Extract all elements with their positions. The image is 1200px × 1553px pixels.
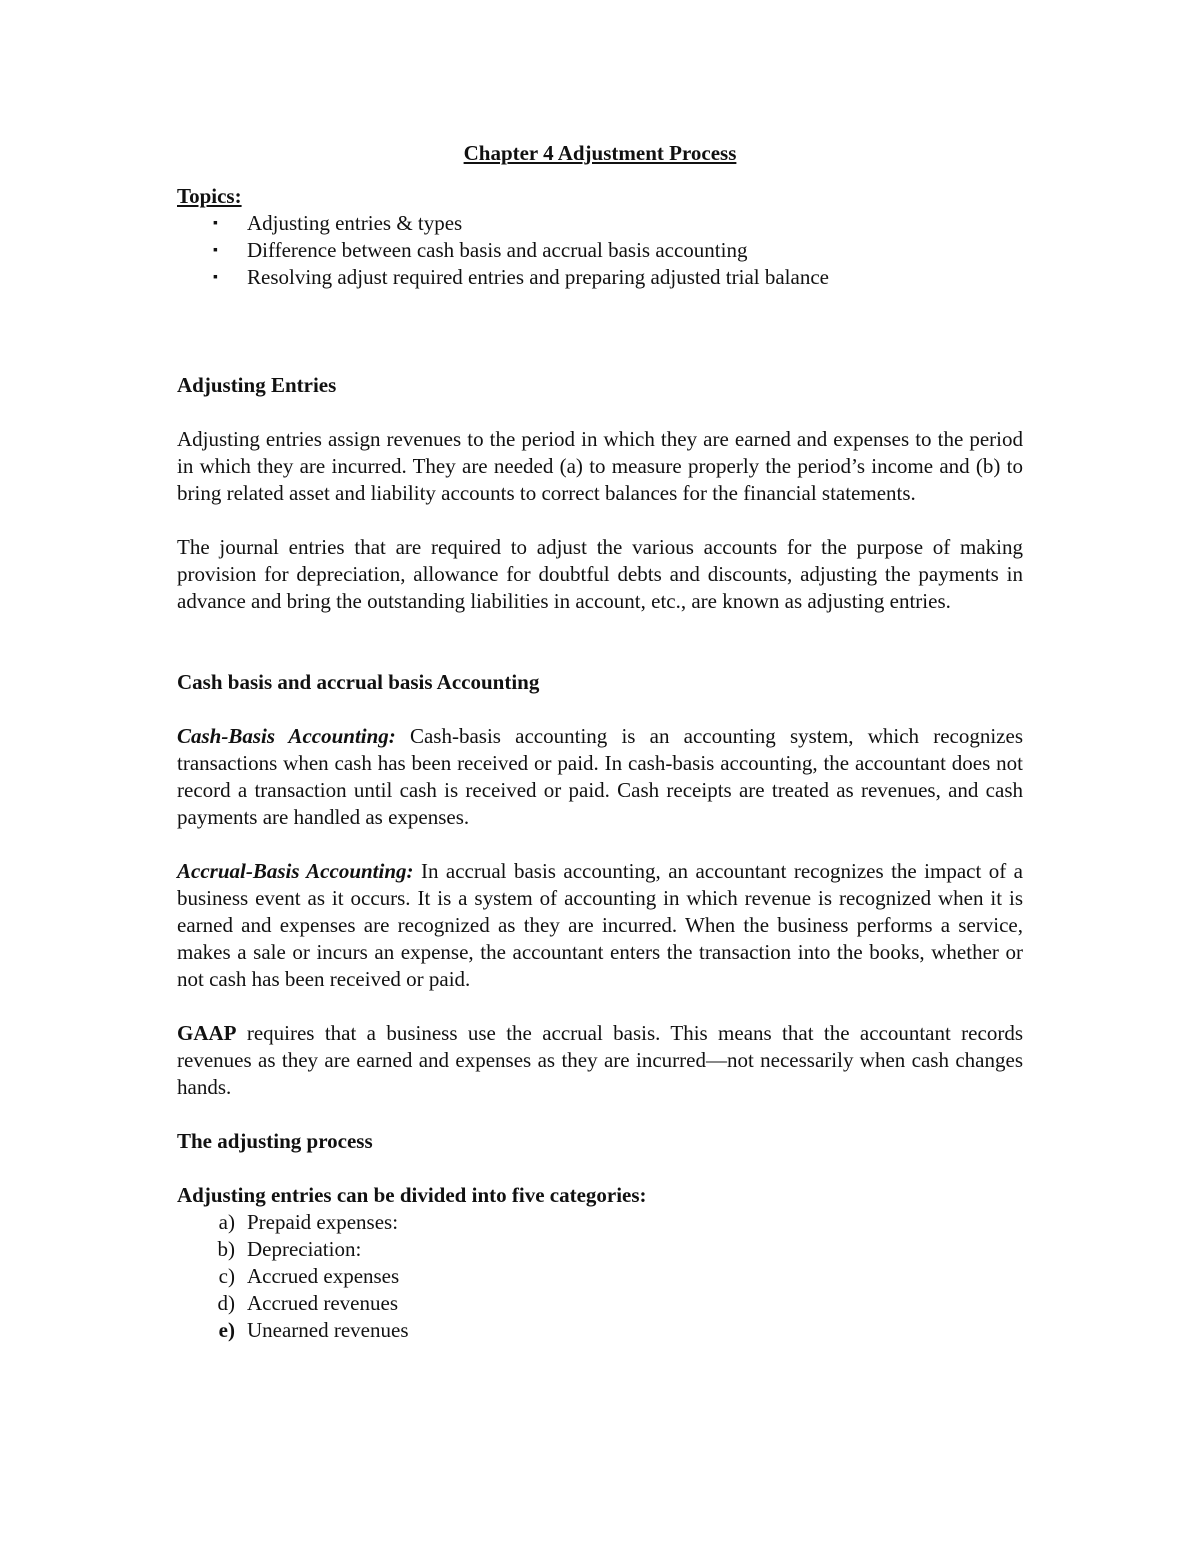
category-label: Unearned revenues [247,1318,409,1342]
list-marker: b) [217,1237,235,1261]
section-heading-adjusting-entries: Adjusting Entries [177,373,337,397]
category-label: Depreciation: [247,1237,362,1261]
section-subheading-categories: Adjusting entries can be divided into five categories: [177,1183,647,1207]
list-item [177,237,1023,264]
list-item [177,1209,1023,1236]
list-marker: c) [218,1264,235,1288]
paragraph-cash-basis [177,723,1023,831]
term-accrual-basis: Accrual-Basis Accounting: [177,859,414,883]
list-item [177,1290,1023,1317]
list-item [177,264,1023,291]
topics-label: Topics: [177,184,242,208]
square-bullet-icon: ▪ [213,216,218,231]
paragraph: Adjusting entries assign revenues to the period in which they are earned and expenses to the period in which they are incurred. They are needed (a) to measure properly the period’s income and (b) to bring related asset and liability accounts to correct balances for the financial statements. [177,427,1023,505]
topic-text: Difference between cash basis and accrual basis accounting [247,238,748,262]
paragraph-gaap [177,1020,1023,1101]
categories-list [177,1209,1023,1344]
list-item [177,1236,1023,1263]
section-heading-cash-accrual: Cash basis and accrual basis Accounting [177,670,540,694]
section-heading-adjusting-process: The adjusting process [177,1129,373,1153]
paragraph: The journal entries that are required to adjust the various accounts for the purpose of making provision for depreciation, allowance for doubtful debts and discounts, adjusting the payments in advance and bring the outstanding liabilities in account, etc., are known as adjusting entries. [177,535,1023,613]
square-bullet-icon: ▪ [213,243,218,258]
term-cash-basis: Cash-Basis Accounting: [177,724,396,748]
definition-text: In accrual basis accounting, an accountant recognizes the impact of a business event as it occurs. It is a system of accounting in which revenue is recognized when it is earned and expenses are recognized as they are incurred. When the business performs a service, makes a sale or incurs an expense, the accountant enters the transaction into the books, whether or not cash has been received or paid. [177,859,1023,991]
topic-text: Adjusting entries & types [247,211,463,235]
list-marker: e) [218,1318,235,1342]
category-label: Accrued revenues [247,1291,398,1315]
category-label: Prepaid expenses: [247,1210,399,1234]
page-title: Chapter 4 Adjustment Process [463,141,737,165]
paragraph-accrual-basis [177,858,1023,993]
category-label: Accrued expenses [247,1264,400,1288]
topics-list [177,210,1023,291]
list-marker: d) [217,1291,235,1315]
term-gaap: GAAP [177,1021,237,1045]
list-item [177,210,1023,237]
list-item [177,1263,1023,1290]
list-item [177,1317,1023,1344]
page-content [177,140,1023,1344]
list-marker: a) [218,1210,235,1234]
definition-text: Cash-basis accounting is an accounting system, which recognizes transactions when cash has been received or paid. In cash-basis accounting, the accountant does not record a transaction until cash is received or paid. Cash receipts are treated as revenues, and cash payments are handled as expenses. [177,724,1023,829]
square-bullet-icon: ▪ [213,270,218,285]
definition-text: requires that a business use the accrual basis. This means that the accountant records revenues as they are earned and expenses as they are incurred—not necessarily when cash changes hands. [177,1021,1023,1099]
topic-text: Resolving adjust required entries and preparing adjusted trial balance [247,265,829,289]
